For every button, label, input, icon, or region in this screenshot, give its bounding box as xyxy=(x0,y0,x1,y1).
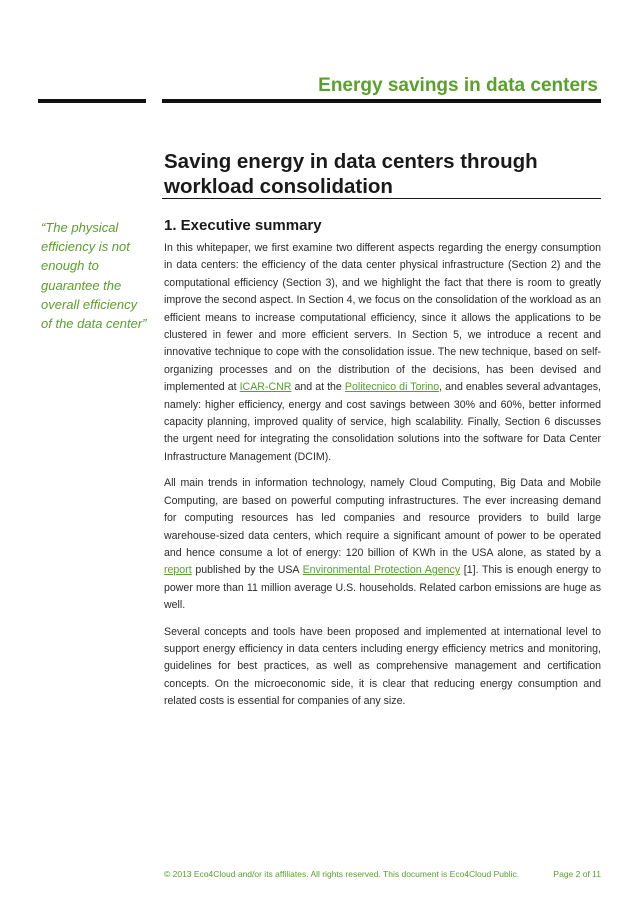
document-title-line1: Saving energy in data centers through xyxy=(164,150,538,173)
paragraph-2-text-a: All main trends in information technology, namely Cloud Computing, Big Data and Mobile Computing, are based on powerful computing infrastructures. The ever increasing demand for computing resources has led companies and resource providers to build large warehouse-sized data centers, which require a significant amount of power to be operated and hence consume a lot of energy: 120 billion of KWh in the USA alone, as stated by a xyxy=(164,477,601,559)
paragraph-1-text-a: In this whitepaper, we first examine two different aspects regarding the energy consumption in data centers: the efficiency of the data center physical infrastructure (Section 2) and the computational efficiency (Section 3), and we highlight the fact that there is room to greatly improve the second aspect. In Section 4, we focus on the consolidation of the workload as an efficient means to increase computational efficiency, since it allows the applications to be clustered in fewer and more efficient servers. In Section 5, we introduce a recent and innovative technique to cope with the consolidation issue. The new technique, based on self-organizing processes and on the distribution of the decisions, has been devised and implemented at xyxy=(164,242,601,394)
header-rule-left xyxy=(38,99,146,103)
paragraph-3: Several concepts and tools have been proposed and implemented at international level to support energy efficiency in data centers including energy efficiency metrics and monitoring, guidelines for best practices, as well as comprehensive management and certification concepts. On the microeconomic side, it is clear that reducing energy consumption and related costs is essential for companies of any size. xyxy=(164,625,601,708)
title-underline xyxy=(162,198,601,199)
header-rule-right xyxy=(162,99,601,103)
section-heading: 1. Executive summary xyxy=(164,217,322,234)
footer-copyright: © 2013 Eco4Cloud and/or its affiliates. All rights reserved. This document is Eco4Cloud Public. xyxy=(164,869,520,879)
epa-link[interactable]: Environmental Protection Agency xyxy=(302,564,461,577)
paragraph-1-text-b: and at the xyxy=(291,381,345,394)
paragraph-2 xyxy=(164,475,601,614)
paragraph-1-text-c: , and enables several advantages, namely: higher efficiency, energy and cost savings between 30% and 60%, better informed capacity planning, improved quality of service, high scalability. Finally, Section 6 discusses the urgent need for integrating the consolidation solutions into the software for Data Center Infrastructure Management (DCIM). xyxy=(164,381,601,463)
report-link[interactable]: report xyxy=(164,564,192,577)
header-title: Energy savings in data centers xyxy=(318,75,598,96)
paragraph-2-text-b: published by the USA xyxy=(191,564,303,577)
document-title-line2: workload consolidation xyxy=(164,175,393,198)
document-title xyxy=(164,149,601,199)
pull-quote: “The physical efficiency is not enough to guarantee the overall efficiency of the data center” xyxy=(41,220,147,332)
paragraph-2-text-c: [1]. This is enough energy to power more than 11 million average U.S. households. Related carbon emissions are huge as well. xyxy=(164,564,601,612)
icar-cnr-link[interactable]: ICAR-CNR xyxy=(239,381,292,394)
politecnico-torino-link[interactable]: Politecnico di Torino xyxy=(344,381,440,394)
footer-page-number: Page 2 of 11 xyxy=(553,869,601,879)
footer xyxy=(164,869,601,879)
paragraph-1 xyxy=(164,240,601,466)
body-text xyxy=(164,240,601,720)
